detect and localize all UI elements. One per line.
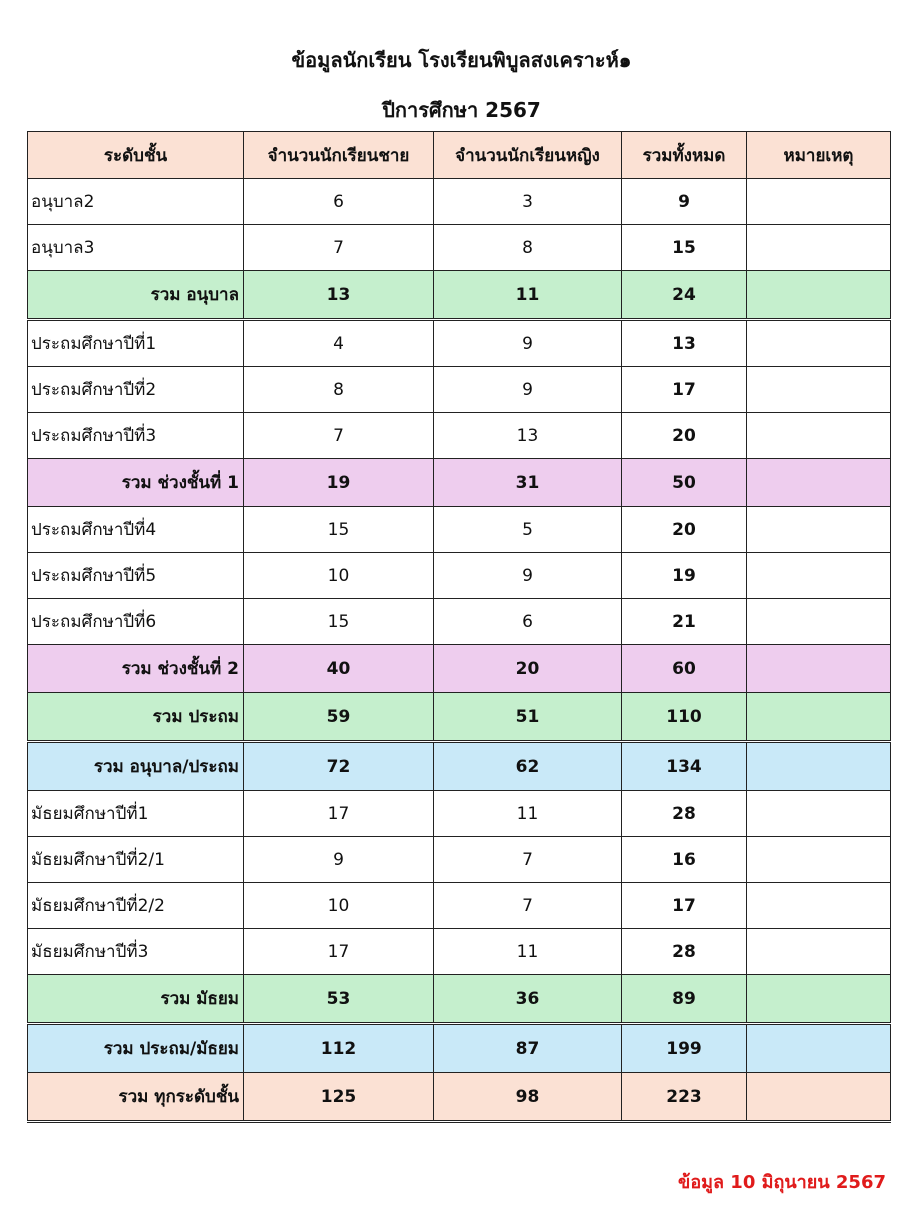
total-count: 15 xyxy=(622,225,747,271)
total-count: 134 xyxy=(622,742,747,791)
row-label: ประถมศึกษาปีที่4 xyxy=(28,507,244,553)
female-count: 51 xyxy=(434,693,622,742)
male-count: 112 xyxy=(244,1024,434,1073)
note-cell xyxy=(747,553,891,599)
male-count: 6 xyxy=(244,179,434,225)
note-cell xyxy=(747,645,891,693)
note-cell xyxy=(747,507,891,553)
female-count: 11 xyxy=(434,271,622,320)
female-count: 9 xyxy=(434,320,622,367)
grand-total-row xyxy=(28,1073,891,1122)
header-note: หมายเหตุ xyxy=(747,132,891,179)
female-count: 11 xyxy=(434,929,622,975)
table-row xyxy=(28,320,891,367)
male-count: 15 xyxy=(244,507,434,553)
female-count: 31 xyxy=(434,459,622,507)
note-cell xyxy=(747,459,891,507)
document-subtitle: ปีการศึกษา 2567 xyxy=(382,98,541,122)
female-count: 8 xyxy=(434,225,622,271)
male-count: 19 xyxy=(244,459,434,507)
table-row xyxy=(28,599,891,645)
row-label: รวม ช่วงชั้นที่ 2 xyxy=(28,645,244,693)
subtotal-row xyxy=(28,459,891,507)
male-count: 53 xyxy=(244,975,434,1024)
table-row xyxy=(28,929,891,975)
document-title: ข้อมูลนักเรียน โรงเรียนพิบูลสงเคราะห์๑ xyxy=(291,48,632,72)
total-count: 21 xyxy=(622,599,747,645)
female-count: 87 xyxy=(434,1024,622,1073)
table-row xyxy=(28,507,891,553)
data-date-note: ข้อมูล 10 มิถุนายน 2567 xyxy=(678,1172,886,1193)
row-label: มัธยมศึกษาปีที่2/1 xyxy=(28,837,244,883)
header-level: ระดับชั้น xyxy=(28,132,244,179)
note-cell xyxy=(747,320,891,367)
subtotal-row xyxy=(28,742,891,791)
female-count: 7 xyxy=(434,837,622,883)
note-cell xyxy=(747,413,891,459)
female-count: 13 xyxy=(434,413,622,459)
male-count: 59 xyxy=(244,693,434,742)
table-row xyxy=(28,883,891,929)
row-label: ประถมศึกษาปีที่5 xyxy=(28,553,244,599)
row-label: ประถมศึกษาปีที่3 xyxy=(28,413,244,459)
male-count: 17 xyxy=(244,791,434,837)
female-count: 20 xyxy=(434,645,622,693)
total-count: 20 xyxy=(622,507,747,553)
female-count: 9 xyxy=(434,553,622,599)
note-cell xyxy=(747,1024,891,1073)
subtotal-row xyxy=(28,645,891,693)
male-count: 72 xyxy=(244,742,434,791)
total-count: 60 xyxy=(622,645,747,693)
male-count: 10 xyxy=(244,883,434,929)
header-female: จำนวนนักเรียนหญิง xyxy=(434,132,622,179)
male-count: 125 xyxy=(244,1073,434,1122)
note-cell xyxy=(747,599,891,645)
table-row xyxy=(28,553,891,599)
student-table xyxy=(27,131,891,1123)
row-label: ประถมศึกษาปีที่1 xyxy=(28,320,244,367)
subtotal-row xyxy=(28,693,891,742)
table-row xyxy=(28,225,891,271)
table-row xyxy=(28,837,891,883)
female-count: 11 xyxy=(434,791,622,837)
male-count: 17 xyxy=(244,929,434,975)
note-cell xyxy=(747,975,891,1024)
female-count: 62 xyxy=(434,742,622,791)
female-count: 9 xyxy=(434,367,622,413)
table-row xyxy=(28,179,891,225)
note-cell xyxy=(747,271,891,320)
female-count: 7 xyxy=(434,883,622,929)
header-total: รวมทั้งหมด xyxy=(622,132,747,179)
row-label: รวม ทุกระดับชั้น xyxy=(28,1073,244,1122)
note-cell xyxy=(747,883,891,929)
row-label: รวม ประถม/มัธยม xyxy=(28,1024,244,1073)
row-label: รวม ประถม xyxy=(28,693,244,742)
male-count: 13 xyxy=(244,271,434,320)
note-cell xyxy=(747,929,891,975)
row-label: มัธยมศึกษาปีที่2/2 xyxy=(28,883,244,929)
note-cell xyxy=(747,693,891,742)
note-cell xyxy=(747,225,891,271)
total-count: 28 xyxy=(622,791,747,837)
note-cell xyxy=(747,791,891,837)
row-label: อนุบาล3 xyxy=(28,225,244,271)
note-cell xyxy=(747,367,891,413)
total-count: 89 xyxy=(622,975,747,1024)
total-count: 223 xyxy=(622,1073,747,1122)
note-cell xyxy=(747,837,891,883)
male-count: 40 xyxy=(244,645,434,693)
total-count: 110 xyxy=(622,693,747,742)
row-label: รวม ช่วงชั้นที่ 1 xyxy=(28,459,244,507)
row-label: รวม อนุบาล xyxy=(28,271,244,320)
row-label: อนุบาล2 xyxy=(28,179,244,225)
note-cell xyxy=(747,742,891,791)
female-count: 36 xyxy=(434,975,622,1024)
header-row xyxy=(28,132,891,179)
female-count: 3 xyxy=(434,179,622,225)
row-label: รวม อนุบาล/ประถม xyxy=(28,742,244,791)
row-label: มัธยมศึกษาปีที่3 xyxy=(28,929,244,975)
row-label: ประถมศึกษาปีที่6 xyxy=(28,599,244,645)
note-cell xyxy=(747,179,891,225)
total-count: 16 xyxy=(622,837,747,883)
total-count: 199 xyxy=(622,1024,747,1073)
total-count: 13 xyxy=(622,320,747,367)
subtotal-row xyxy=(28,271,891,320)
total-count: 19 xyxy=(622,553,747,599)
header-male: จำนวนนักเรียนชาย xyxy=(244,132,434,179)
total-count: 28 xyxy=(622,929,747,975)
total-count: 17 xyxy=(622,883,747,929)
table-row xyxy=(28,791,891,837)
male-count: 8 xyxy=(244,367,434,413)
row-label: รวม มัธยม xyxy=(28,975,244,1024)
total-count: 24 xyxy=(622,271,747,320)
male-count: 7 xyxy=(244,225,434,271)
male-count: 9 xyxy=(244,837,434,883)
subtotal-row xyxy=(28,975,891,1024)
male-count: 10 xyxy=(244,553,434,599)
table-row xyxy=(28,413,891,459)
total-count: 17 xyxy=(622,367,747,413)
female-count: 6 xyxy=(434,599,622,645)
note-cell xyxy=(747,1073,891,1122)
row-label: ประถมศึกษาปีที่2 xyxy=(28,367,244,413)
total-count: 20 xyxy=(622,413,747,459)
total-count: 50 xyxy=(622,459,747,507)
male-count: 15 xyxy=(244,599,434,645)
male-count: 7 xyxy=(244,413,434,459)
table-row xyxy=(28,367,891,413)
female-count: 5 xyxy=(434,507,622,553)
row-label: มัธยมศึกษาปีที่1 xyxy=(28,791,244,837)
total-count: 9 xyxy=(622,179,747,225)
female-count: 98 xyxy=(434,1073,622,1122)
subtotal-row xyxy=(28,1024,891,1073)
male-count: 4 xyxy=(244,320,434,367)
